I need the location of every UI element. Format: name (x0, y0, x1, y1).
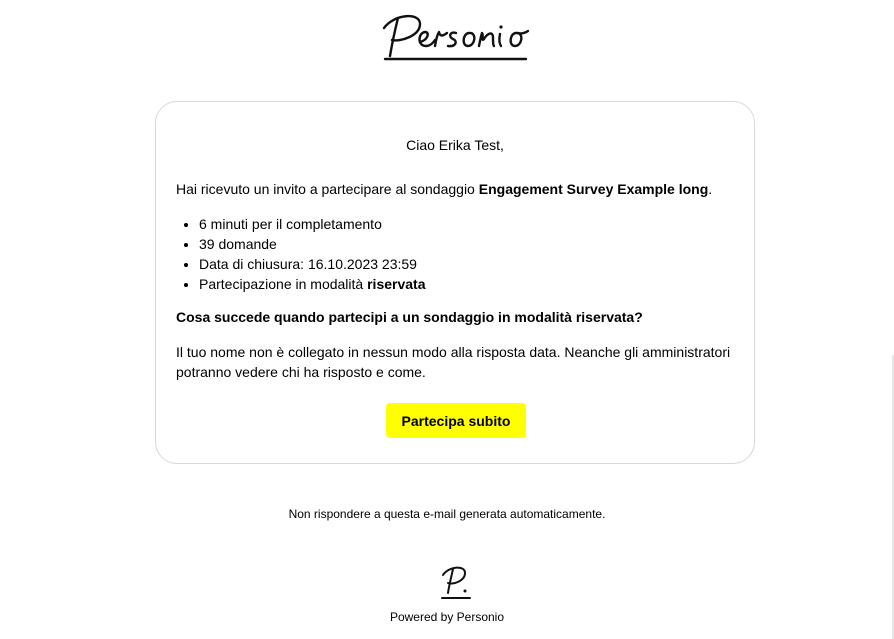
no-reply-notice: Non rispondere a questa e-mail generata automaticamente. (288, 507, 606, 521)
powered-by-text: Powered by Personio (389, 610, 505, 624)
detail-participation-mode: • Partecipazione in modalità riservata (199, 274, 426, 294)
detail-closing-date: • Data di chiusura: 16.10.2023 23:59 (199, 254, 426, 274)
intro-suffix: . (708, 181, 713, 197)
invitation-text (176, 181, 712, 198)
greeting: Ciao Erika Test, (406, 137, 504, 153)
detail-duration: • 6 minuti per il completamento (199, 214, 426, 234)
intro-prefix: Hai ricevuto un invito a partecipare al sondaggio (176, 181, 479, 197)
participation-mode-value: riservata (367, 276, 426, 292)
detail-question-count: • 39 domande (199, 234, 426, 254)
personio-mark-icon (439, 564, 473, 602)
personio-logo (380, 12, 532, 64)
invitation-card (155, 101, 755, 464)
survey-name: Engagement Survey Example long (478, 181, 709, 197)
faq-question: Cosa succede quando partecipi a un sondaggio in modalità riservata? (176, 309, 643, 325)
faq-answer: Il tuo nome non è collegato in nessun modo alla risposta data. Neanche gli amministratori potranno vedere chi ha risposto e come. (176, 344, 731, 380)
participate-button[interactable]: Partecipa subito (386, 403, 526, 438)
survey-details-list (176, 214, 426, 294)
